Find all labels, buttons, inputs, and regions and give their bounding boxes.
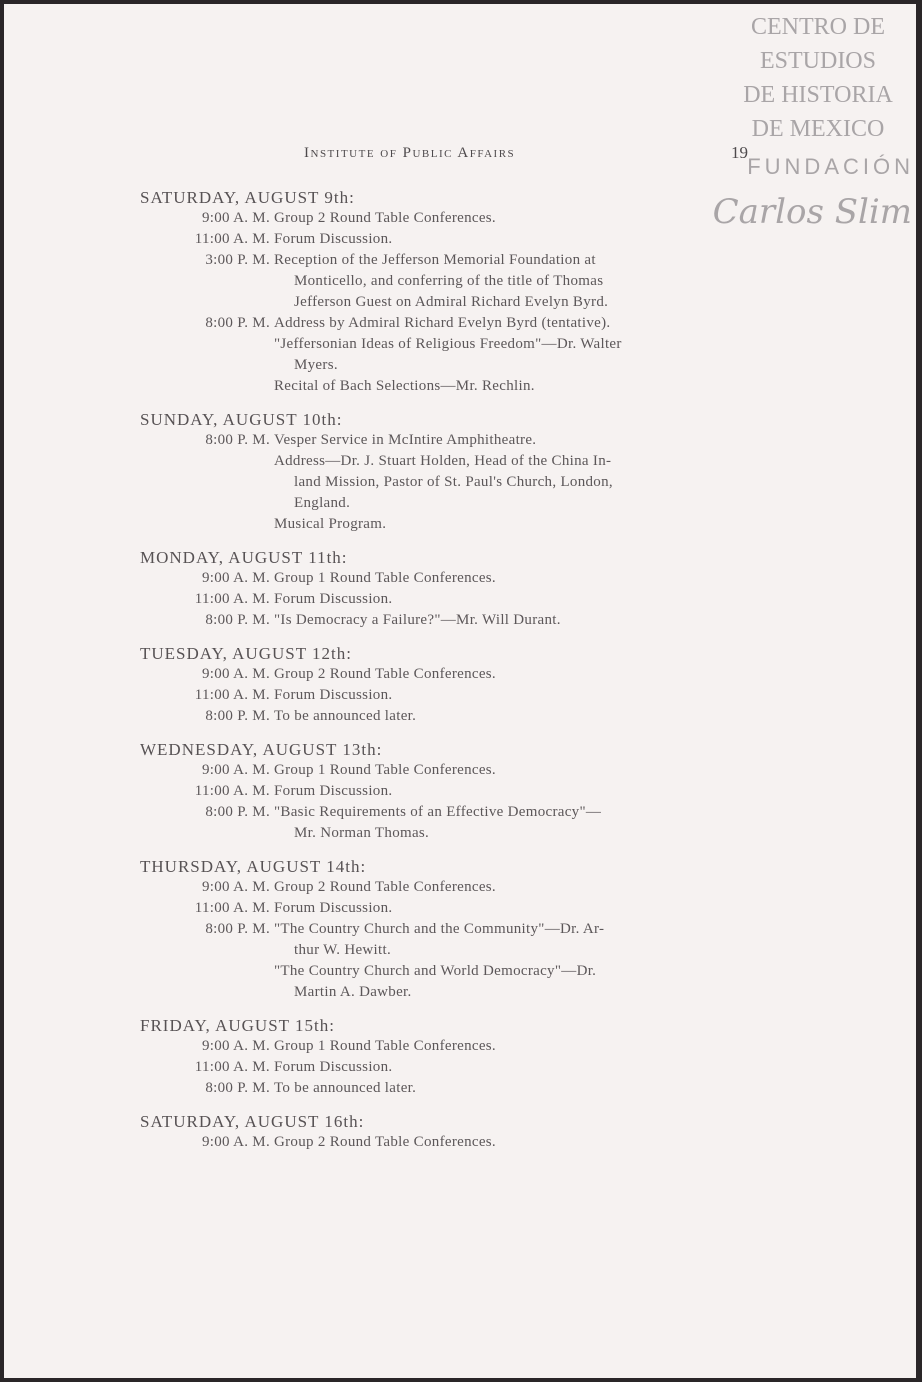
entry-time: 8:00 P. M. <box>205 432 270 448</box>
stamp-line: DE HISTORIA <box>743 82 893 108</box>
schedule-entry <box>140 589 754 610</box>
description-line: thur W. Hewitt. <box>294 942 391 958</box>
schedule-entry <box>140 610 754 631</box>
schedule-entry <box>140 706 754 727</box>
day-title: SATURDAY, AUGUST 9th: <box>140 188 355 207</box>
description-line: Vesper Service in McIntire Amphitheatre. <box>274 432 537 448</box>
document-page <box>4 4 916 1378</box>
day-title: SATURDAY, AUGUST 16th: <box>140 1112 365 1131</box>
entry-time <box>140 376 274 397</box>
description-line: Recital of Bach Selections—Mr. Rechlin. <box>274 378 535 394</box>
entry-description <box>274 919 754 961</box>
schedule-entry <box>140 1036 754 1057</box>
schedule-entry <box>140 760 754 781</box>
entry-time: 8:00 P. M. <box>205 708 270 724</box>
entry-description <box>274 898 754 919</box>
description-line: Myers. <box>294 357 338 373</box>
entry-description <box>274 685 754 706</box>
day-title: TUESDAY, AUGUST 12th: <box>140 644 352 663</box>
entry-time: 9:00 A. M. <box>201 1038 270 1054</box>
description-line: Group 2 Round Table Conferences. <box>274 210 496 226</box>
fundacion-label: FUNDACIÓN <box>747 154 914 179</box>
entry-time: 8:00 P. M. <box>205 315 270 331</box>
schedule-entry <box>140 802 754 844</box>
entry-time: 11:00 A. M. <box>194 687 270 703</box>
description-line: Address—Dr. J. Stuart Holden, Head of the China In- <box>274 453 612 469</box>
entry-description <box>274 334 754 376</box>
entry-time: 11:00 A. M. <box>194 591 270 607</box>
description-line: Group 2 Round Table Conferences. <box>274 879 496 895</box>
day-block <box>140 1111 754 1153</box>
description-line: Martin A. Dawber. <box>294 984 412 1000</box>
schedule-entry <box>140 685 754 706</box>
entry-time <box>140 451 274 514</box>
entry-description <box>274 430 754 451</box>
entry-time: 9:00 A. M. <box>201 879 270 895</box>
day-block <box>140 187 754 397</box>
entry-description <box>274 664 754 685</box>
entry-time: 11:00 A. M. <box>194 900 270 916</box>
entry-time: 9:00 A. M. <box>201 210 270 226</box>
stamp-line: ESTUDIOS <box>759 48 876 74</box>
day-title: SUNDAY, AUGUST 10th: <box>140 410 343 429</box>
entry-description <box>274 760 754 781</box>
description-line: Group 1 Round Table Conferences. <box>274 762 496 778</box>
entry-description <box>274 1036 754 1057</box>
entry-description <box>274 376 754 397</box>
schedule-entry <box>140 313 754 334</box>
schedule-entry <box>140 1132 754 1153</box>
day-block <box>140 547 754 631</box>
entry-description <box>274 208 754 229</box>
day-title: THURSDAY, AUGUST 14th: <box>140 857 367 876</box>
archive-stamp <box>730 10 906 146</box>
page-number: 19 <box>731 143 748 162</box>
schedule-entry <box>140 568 754 589</box>
description-line: "The Country Church and World Democracy"—Dr. <box>274 963 597 979</box>
entry-description <box>274 250 754 313</box>
entry-description <box>274 313 754 334</box>
schedule-entry <box>140 514 754 535</box>
description-line: England. <box>294 495 351 511</box>
description-line: Group 2 Round Table Conferences. <box>274 666 496 682</box>
entry-time: 11:00 A. M. <box>194 783 270 799</box>
entry-time: 8:00 P. M. <box>205 612 270 628</box>
entry-time: 9:00 A. M. <box>201 666 270 682</box>
description-line: To be announced later. <box>274 1080 417 1096</box>
description-line: Forum Discussion. <box>274 783 393 799</box>
day-block <box>140 409 754 535</box>
entry-description <box>274 877 754 898</box>
entry-time <box>140 334 274 376</box>
day-block <box>140 739 754 844</box>
entry-description <box>274 451 754 514</box>
entry-description <box>274 229 754 250</box>
schedule-entry <box>140 781 754 802</box>
schedule-entry <box>140 376 754 397</box>
entry-description <box>274 1057 754 1078</box>
description-line: Forum Discussion. <box>274 687 393 703</box>
schedule-entry <box>140 898 754 919</box>
description-line: Reception of the Jefferson Memorial Foundation at <box>274 252 596 268</box>
signature-logo: Carlos Slim <box>712 192 912 232</box>
schedule-entry <box>140 229 754 250</box>
day-title: MONDAY, AUGUST 11th: <box>140 548 348 567</box>
description-line: To be announced later. <box>274 708 417 724</box>
description-line: Monticello, and conferring of the title of Thomas <box>294 273 604 289</box>
description-line: Jefferson Guest on Admiral Richard Evelyn Byrd. <box>294 294 609 310</box>
description-line: Forum Discussion. <box>274 1059 393 1075</box>
schedule-entry <box>140 1057 754 1078</box>
schedule-entry <box>140 334 754 376</box>
entry-description <box>274 802 754 844</box>
description-line: Musical Program. <box>274 516 387 532</box>
schedule-entry <box>140 250 754 313</box>
entry-time: 9:00 A. M. <box>201 570 270 586</box>
description-line: land Mission, Pastor of St. Paul's Church, London, <box>294 474 613 490</box>
stamp-line: CENTRO DE <box>751 14 885 40</box>
description-line: Group 2 Round Table Conferences. <box>274 1134 496 1150</box>
day-block <box>140 643 754 727</box>
day-title: WEDNESDAY, AUGUST 13th: <box>140 740 383 759</box>
schedule-entry <box>140 919 754 961</box>
description-line: Group 1 Round Table Conferences. <box>274 570 496 586</box>
description-line: Forum Discussion. <box>274 900 393 916</box>
description-line: "Basic Requirements of an Effective Democracy"— <box>274 804 602 820</box>
entry-description <box>274 781 754 802</box>
entry-time: 8:00 P. M. <box>205 1080 270 1096</box>
description-line: "Is Democracy a Failure?"—Mr. Will Durant. <box>274 612 561 628</box>
stamp-line: DE MEXICO <box>751 116 885 142</box>
entry-description <box>274 961 754 1003</box>
entry-time: 11:00 A. M. <box>194 231 270 247</box>
description-line: Forum Discussion. <box>274 591 393 607</box>
schedule-entry <box>140 430 754 451</box>
schedule-entry <box>140 664 754 685</box>
description-line: Group 1 Round Table Conferences. <box>274 1038 496 1054</box>
day-title: FRIDAY, AUGUST 15th: <box>140 1016 335 1035</box>
entry-time: 3:00 P. M. <box>205 252 270 268</box>
schedule-entry <box>140 208 754 229</box>
day-block <box>140 856 754 1003</box>
description-line: Mr. Norman Thomas. <box>294 825 430 841</box>
description-line: "Jeffersonian Ideas of Religious Freedom"—Dr. Walter <box>274 336 622 352</box>
description-line: "The Country Church and the Community"—Dr. Ar- <box>274 921 605 937</box>
entry-time: 8:00 P. M. <box>205 921 270 937</box>
schedule-entry <box>140 877 754 898</box>
entry-time: 9:00 A. M. <box>201 1134 270 1150</box>
entry-description <box>274 568 754 589</box>
schedule-list <box>140 187 754 1165</box>
schedule-entry <box>140 1078 754 1099</box>
entry-time: 8:00 P. M. <box>205 804 270 820</box>
entry-description <box>274 1078 754 1099</box>
entry-time <box>140 514 274 535</box>
schedule-entry <box>140 961 754 1003</box>
running-header: Institute of Public Affairs <box>304 145 516 161</box>
entry-time <box>140 961 274 1003</box>
entry-description <box>274 1132 754 1153</box>
entry-time: 9:00 A. M. <box>201 762 270 778</box>
description-line: Forum Discussion. <box>274 231 393 247</box>
entry-description <box>274 589 754 610</box>
entry-description <box>274 610 754 631</box>
description-line: Address by Admiral Richard Evelyn Byrd (tentative). <box>274 315 611 331</box>
entry-time: 11:00 A. M. <box>194 1059 270 1075</box>
schedule-entry <box>140 451 754 514</box>
entry-description <box>274 514 754 535</box>
entry-description <box>274 706 754 727</box>
day-block <box>140 1015 754 1099</box>
